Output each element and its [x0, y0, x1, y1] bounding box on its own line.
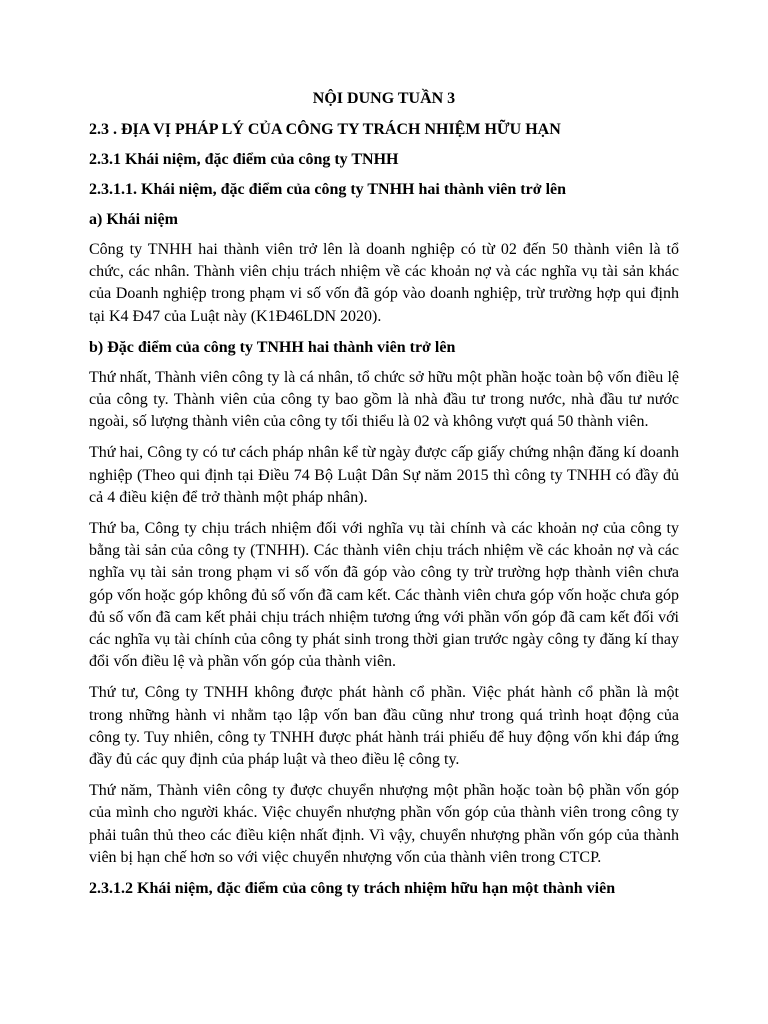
heading-2-3-1-1: 2.3.1.1. Khái niệm, đặc điểm của công ty TNHH hai thành viên trở lên	[89, 181, 567, 198]
paragraph-first: Thứ nhất, Thành viên công ty là cá nhân, tổ chức sở hữu một phần hoặc toàn bộ vốn điều lệ của công ty. Thành viên của công ty bao gồm là nhà đầu tư trong nước, nhà đầu tư nước ngoài, số lượng thành viên của công ty tối thiểu là 02 và không vượt quá 50 thành viên.	[89, 368, 679, 431]
heading-2-3-1: 2.3.1 Khái niệm, đặc điểm của công ty TNHH	[89, 151, 399, 168]
heading-2-3-1-2: 2.3.1.2 Khái niệm, đặc điểm của công ty trách nhiệm hữu hạn một thành viên	[89, 880, 616, 898]
document-page	[89, 88, 679, 908]
heading-2-3: 2.3 . ĐỊA VỊ PHÁP LÝ CỦA CÔNG TY TRÁCH NHIỆM HỮU HẠN	[89, 121, 561, 138]
paragraph-second: Thứ hai, Công ty có tư cách pháp nhân kể từ ngày được cấp giấy chứng nhận đăng kí doanh nghiệp (Theo qui định tại Điều 74 Bộ Luật Dân Sự năm 2015 thì công ty TNHH có đầy đủ cả 4 điều kiện để trở thành một pháp nhân).	[89, 444, 679, 506]
paragraph-fifth: Thứ năm, Thành viên công ty được chuyển nhượng một phần hoặc toàn bộ phần vốn góp của mình cho người khác. Việc chuyển nhượng phần vốn góp của thành viên trong công ty phải tuân thủ theo các điều kiện nhất định. Vì vậy, chuyển nhượng phần vốn góp của thành viên bị hạn chế hơn so với việc chuyển nhượng vốn của thành viên trong CTCP.	[89, 782, 679, 866]
paragraph-third: Thứ ba, Công ty chịu trách nhiệm đối với nghĩa vụ tài chính và các khoản nợ của công ty bằng tài sản của công ty (TNHH). Các thành viên chịu trách nhiệm về các khoản nợ và các nghĩa vụ tài sản trong phạm vi số vốn đã góp vào công ty trừ trường hợp thành viên chưa góp vốn hoặc góp không đủ số vốn đã cam kết. Các thành viên chưa góp vốn hoặc chưa góp đủ số vốn đã cam kết phải chịu trách nhiệm tương ứng với phần vốn góp đã cam kết đối với các nghĩa vụ tài chính của công ty phát sinh trong thời gian trước ngày công ty đăng kí thay đổi vốn điều lệ và phần vốn góp của thành viên.	[89, 520, 679, 671]
heading-a-concept: a) Khái niệm	[89, 211, 178, 228]
paragraph-concept: Công ty TNHH hai thành viên trở lên là doanh nghiệp có từ 02 đến 50 thành viên là tổ chức, các nhân. Thành viên chịu trách nhiệm về các khoản nợ và các nghĩa vụ tài sản khác của Doanh nghiệp trong phạm vi số vốn đã góp vào doanh nghiệp, trừ trường hợp qui định tại K4 Đ47 của Luật này (K1Đ46LDN 2020).	[89, 241, 679, 325]
paragraph-fourth: Thứ tư, Công ty TNHH không được phát hành cổ phần. Việc phát hành cổ phần là một trong những hành vi nhằm tạo lập vốn ban đầu cũng như trong quá trình hoạt động của công ty. Tuy nhiên, công ty TNHH được phát hành trái phiếu để huy động vốn khi đáp ứng đầy đủ các quy định của pháp luật và theo điều lệ công ty.	[89, 684, 679, 769]
heading-b-features: b) Đặc điểm của công ty TNHH hai thành viên trở lên	[89, 338, 456, 356]
document-title: NỘI DUNG TUẦN 3	[312, 90, 456, 107]
